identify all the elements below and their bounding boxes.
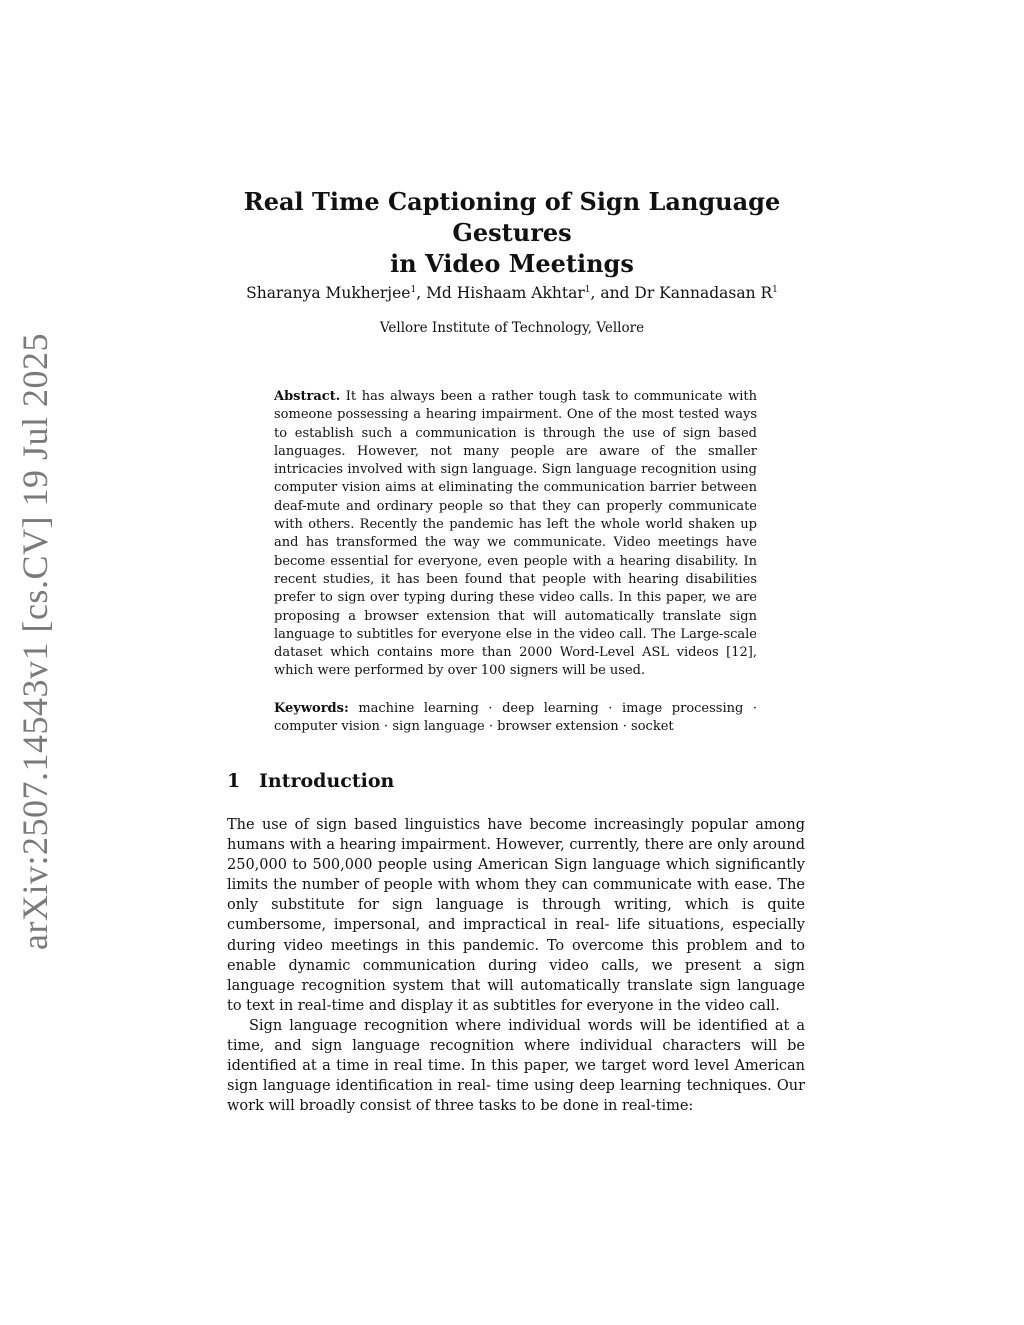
affiliation: Vellore Institute of Technology, Vellore [379, 320, 645, 336]
abstract [274, 388, 757, 681]
author-3-affiliation-mark: 1 [772, 284, 778, 295]
paper-title [212, 186, 812, 279]
author-2-affiliation-mark: 1 [584, 284, 591, 295]
section-body [227, 815, 805, 1116]
author-3: Dr Kannadasan R [634, 284, 773, 302]
body-paragraph-1: The use of sign based linguistics have become increasingly popular among humans with a hearing impairment. However, currently, there are only around 250,000 to 500,000 people using American Sign language which significantly limits the number of people with whom they can communicate with ease. The only substitute for sign language is through writing, which is quite cumbersome, impersonal, and impractical in real- life situations, especially during video meetings in this pandemic. To overcome this problem and to enable dynamic communication during video calls, we present a sign language recognition system that will automatically translate sign language to text in real-time and display it as subtitles for everyone in the video call. [227, 817, 805, 1014]
section-number: 1 [227, 770, 241, 792]
section-title: Introduction [259, 770, 395, 792]
body-paragraph-2: Sign language recognition where individual words will be identified at a time, and sign language recognition where individual characters will be identified at a time in real time. In this paper, we target word level American sign language identification in real- time using deep learning techniques. Our work will broadly consist of three tasks to be done in real-time: [227, 1017, 805, 1115]
keywords [274, 700, 757, 737]
arxiv-identifier: arXiv:2507.14543v1 [cs.CV] 19 Jul 2025 [15, 333, 55, 950]
title-line-2: in Video Meetings [390, 249, 634, 278]
author-1-affiliation-mark: 1 [410, 284, 417, 295]
author-1: Sharanya Mukherjee [246, 284, 411, 302]
keywords-text: machine learning · deep learning · image processing · computer vision · sign language · browser extension · socket [274, 701, 757, 735]
keywords-label: Keywords: [274, 701, 349, 716]
author-list [212, 284, 812, 302]
author-separator: , [416, 284, 427, 302]
abstract-label: Abstract. [274, 389, 341, 404]
title-line-1: Real Time Captioning of Sign Language Gestures [243, 187, 781, 247]
section-heading [227, 770, 807, 792]
author-separator: , and [590, 284, 635, 302]
abstract-text: It has always been a rather tough task to communicate with someone possessing a hearing impairment. One of the most tested ways to establish such a communication is through the use of sign based languages. However, not many people are aware of the smaller intricacies involved with sign language. Sign language recognition using computer vision aims at eliminating the communication barrier between deaf-mute and ordinary people so that they can properly communicate with others. Recently the pandemic has left the whole world shaken up and has transformed the way we communicate. Video meetings have become essential for everyone, even people with a hearing disability. In recent studies, it has been found that people with hearing disabilities prefer to sign over typing during these video calls. In this paper, we are proposing a browser extension that will automatically translate sign language to subtitles for everyone else in the video call. The Large-scale dataset which contains more than 2000 Word-Level ASL videos [12], which were performed by over 100 signers will be used. [274, 389, 757, 679]
author-2: Md Hishaam Akhtar [426, 284, 585, 302]
